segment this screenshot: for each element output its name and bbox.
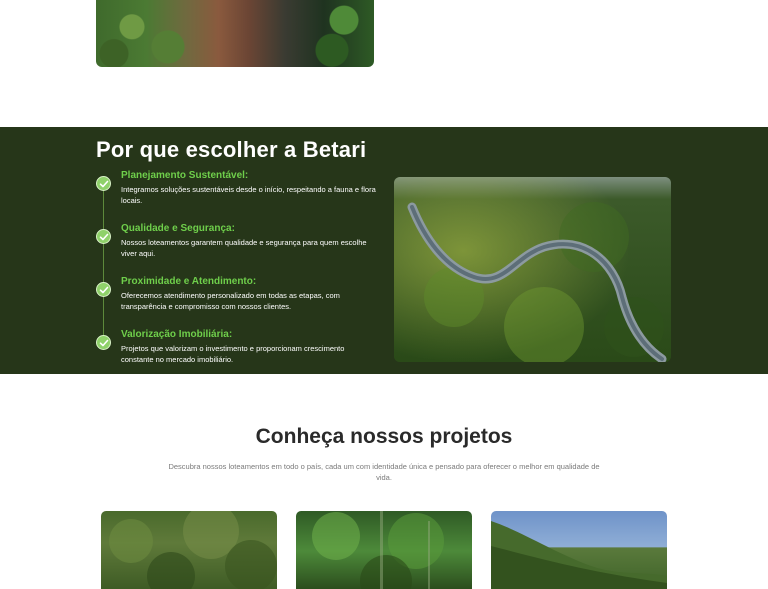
projects-subtitle: Descubra nossos loteamentos em todo o país, cada um com identidade única e pensado para oferecer o melhor em qualidade de vida. (168, 462, 600, 482)
timeline-line (103, 189, 104, 349)
check-icon (96, 282, 111, 297)
project-card-image[interactable] (491, 511, 667, 589)
feature-title: Proximidade e Atendimento: (121, 276, 257, 287)
feature-title: Qualidade e Segurança: (121, 223, 235, 234)
project-card-image[interactable] (296, 511, 472, 589)
feature-description: Oferecemos atendimento personalizado em todas as etapas, com transparência e compromisso com nossos clientes. (121, 291, 340, 311)
check-icon (96, 335, 111, 350)
aerial-river-image-top (96, 0, 374, 67)
feature-title: Planejamento Sustentável: (121, 170, 249, 181)
feature-description: Integramos soluções sustentáveis desde o início, respeitando a fauna e flora locais. (121, 185, 376, 205)
check-icon (96, 229, 111, 244)
aerial-river-image (394, 177, 671, 362)
check-icon (96, 176, 111, 191)
why-choose-title: Por que escolher a Betari (96, 137, 367, 162)
projects-title: Conheça nossos projetos (255, 425, 513, 448)
feature-title: Valorização Imobiliária: (121, 329, 233, 340)
project-card-image[interactable] (101, 511, 277, 589)
feature-description: Nossos loteamentos garantem qualidade e segurança para quem escolhe viver aqui. (121, 238, 367, 258)
feature-description: Projetos que valorizam o investimento e proporcionam crescimento constante no mercado imobiliário. (121, 344, 345, 364)
why-choose-section (0, 127, 768, 374)
